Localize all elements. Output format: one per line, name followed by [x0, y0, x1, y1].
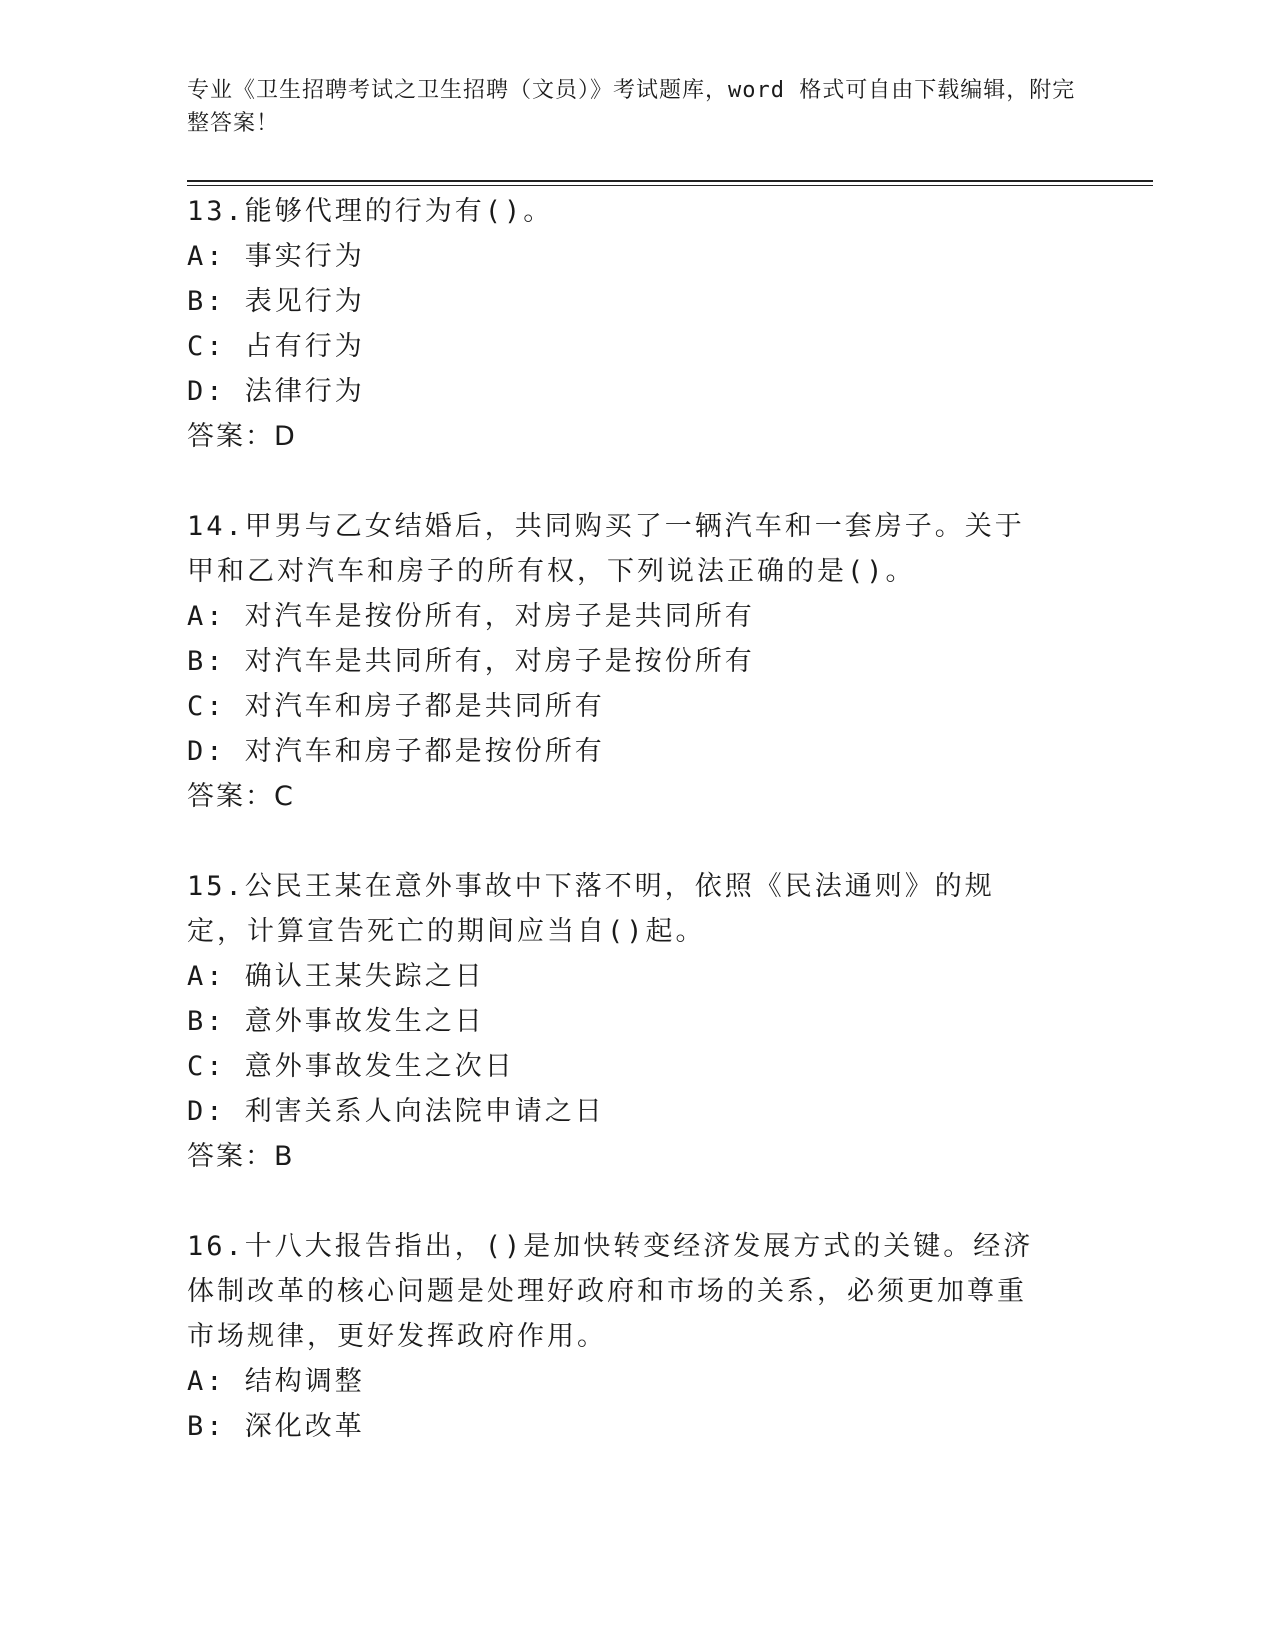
option-a: A: 对汽车是按份所有，对房子是共同所有	[187, 601, 755, 632]
question-13	[187, 189, 1087, 459]
answer: 答案：D	[187, 421, 297, 452]
question-16	[187, 1224, 1087, 1449]
option-c: C: 占有行为	[187, 331, 365, 362]
answer: 答案：C	[187, 781, 295, 812]
option-d: D: 法律行为	[187, 376, 365, 407]
option-b: B: 对汽车是共同所有，对房子是按份所有	[187, 646, 755, 677]
option-b: B: 深化改革	[187, 1411, 365, 1442]
question-list	[187, 189, 1087, 1449]
answer: 答案：B	[187, 1141, 295, 1172]
question-stem: 15.公民王某在意外事故中下落不明，依照《民法通则》的规定，计算宣告死亡的期间应当自()起。	[187, 871, 995, 947]
option-a: A: 结构调整	[187, 1366, 365, 1397]
document-header: 专业《卫生招聘考试之卫生招聘（文员）》考试题库，word 格式可自由下载编辑，附完整答案！	[187, 78, 1076, 136]
option-b: B: 意外事故发生之日	[187, 1006, 485, 1037]
question-stem: 14.甲男与乙女结婚后，共同购买了一辆汽车和一套房子。关于甲和乙对汽车和房子的所有权，下列说法正确的是()。	[187, 511, 1025, 587]
question-stem: 13.能够代理的行为有()。	[187, 196, 554, 227]
header-rule-thick	[187, 180, 1153, 182]
question-stem: 16.十八大报告指出，()是加快转变经济发展方式的关键。经济体制改革的核心问题是处理好政府和市场的关系，必须更加尊重市场规律，更好发挥政府作用。	[187, 1231, 1034, 1352]
option-d: D: 利害关系人向法院申请之日	[187, 1096, 605, 1127]
option-a: A: 确认王某失踪之日	[187, 961, 485, 992]
header-rule-thin	[187, 185, 1153, 186]
option-c: C: 意外事故发生之次日	[187, 1051, 515, 1082]
option-d: D: 对汽车和房子都是按份所有	[187, 736, 605, 767]
question-15	[187, 864, 1087, 1179]
option-b: B: 表见行为	[187, 286, 365, 317]
option-c: C: 对汽车和房子都是共同所有	[187, 691, 605, 722]
option-a: A: 事实行为	[187, 241, 365, 272]
question-14	[187, 504, 1087, 819]
